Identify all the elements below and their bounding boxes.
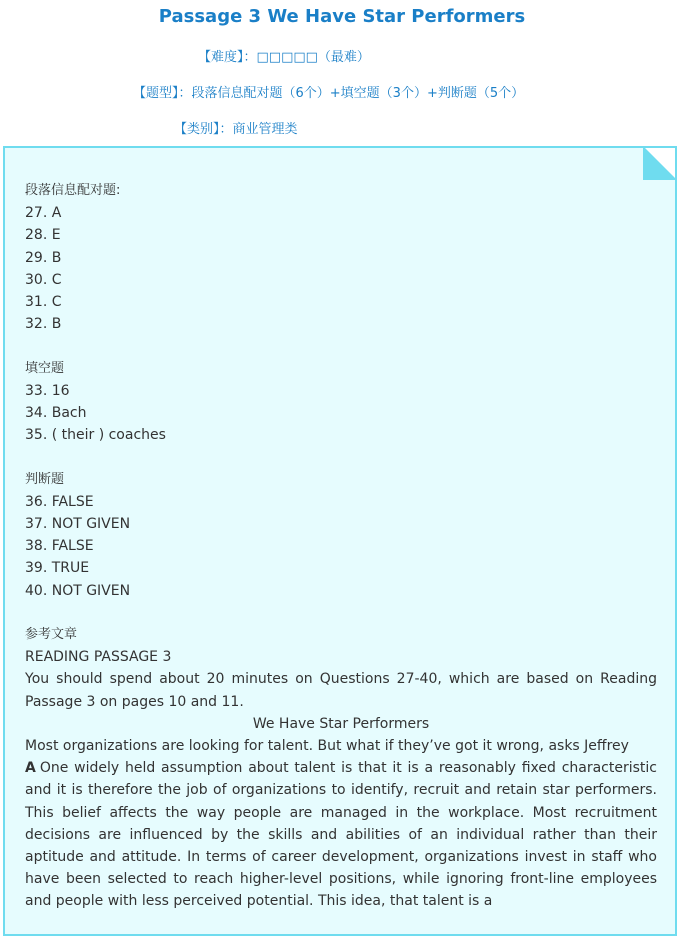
category-label: 【类别】	[174, 122, 220, 137]
answer-item: 27. A	[25, 205, 62, 222]
category-line	[174, 118, 298, 137]
page-title: Passage 3 We Have Star Performers	[158, 6, 526, 27]
question-type-line	[133, 82, 524, 101]
paragraph-letter: A	[25, 760, 36, 777]
folded-corner-flap	[643, 146, 677, 180]
category-value: ：商业管理类	[219, 122, 298, 137]
matching-heading: 段落信息配对题:	[25, 183, 121, 198]
answer-item: 35. ( their ) coaches	[25, 427, 166, 444]
fill-heading: 填空题	[25, 360, 65, 376]
answer-item: 38. FALSE	[25, 538, 94, 555]
difficulty-label: 【难度】	[198, 50, 244, 65]
article-title: We Have Star Performers	[252, 715, 430, 732]
answer-item: 34. Bach	[25, 405, 87, 422]
answer-item: 31. C	[25, 294, 62, 311]
reference-article-heading: 参考文章	[25, 627, 78, 643]
paragraph-a	[25, 757, 657, 912]
passage-label: READING PASSAGE 3	[25, 649, 172, 666]
question-type-label: 【题型】	[133, 86, 179, 101]
article-subtitle: Most organizations are looking for talent. But what if they’ve got it wrong, asks Jeffrey	[25, 738, 629, 755]
answer-item: 30. C	[25, 271, 62, 288]
instructions: You should spend about 20 minutes on Questions 27-40, which are based on Reading Passage 3 on pages 10 and 11.	[25, 671, 657, 710]
answer-item: 39. TRUE	[25, 560, 90, 577]
paragraph-text: One widely held assumption about talent is that it is a reasonably fixed characteristic and it is therefore the job of organizations to identify, recruit and retain star performers. This belief affects the way people are managed in the workplace. Most recruitment decisions are influenced by the skills and abilities of an individual rather than their aptitude and attitude. In terms of career development, organizations invest in staff who have been selected to reach higher-level positions, while ignoring front-line employees and people with less perceived potential. This idea, that talent is a	[25, 760, 657, 910]
difficulty-line	[198, 46, 370, 65]
answer-item: 36. FALSE	[25, 493, 94, 510]
answer-item: 28. E	[25, 227, 61, 244]
question-type-value: ：段落信息配对题（6个）+填空题（3个）+判断题（5个）	[178, 86, 525, 101]
answer-item: 40. NOT GIVEN	[25, 582, 131, 599]
answer-item: 29. B	[25, 249, 62, 266]
answer-content	[25, 180, 657, 913]
answer-item: 33. 16	[25, 382, 70, 399]
answer-item: 32. B	[25, 316, 62, 333]
answer-item: 37. NOT GIVEN	[25, 516, 131, 533]
difficulty-value: ：□□□□□（最难）	[243, 50, 370, 65]
true-false-heading: 判断题	[25, 471, 65, 487]
answer-panel	[3, 146, 677, 936]
